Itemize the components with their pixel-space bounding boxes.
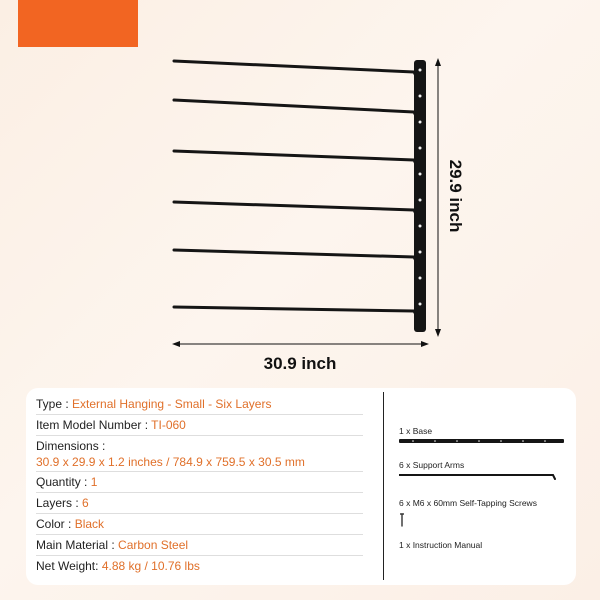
spec-value: Black: [74, 517, 105, 531]
width-label: 30.9 inch: [263, 354, 337, 373]
spec-label: Dimensions :: [36, 439, 106, 453]
spec-row-type: [36, 394, 363, 415]
content-label-manual: 1 x Instruction Manual: [399, 540, 483, 550]
spec-row-quantity: [36, 472, 363, 493]
support-arm: [174, 100, 418, 120]
height-label: 29.9 inch: [446, 159, 465, 233]
spec-value: External Hanging - Small - Six Layers: [72, 397, 272, 411]
spec-label: Item Model Number :: [36, 418, 152, 432]
package-contents: [399, 388, 569, 585]
base-rail-icon: [399, 439, 564, 443]
support-arm: [174, 151, 418, 168]
spec-row-weight: [36, 556, 363, 576]
content-label-screws: 6 x M6 x 60mm Self-Tapping Screws: [399, 498, 537, 508]
spec-row-layers: [36, 493, 363, 514]
spec-row-material: [36, 535, 363, 556]
spec-label: Net Weight:: [36, 559, 102, 573]
spec-value: 30.9 x 29.9 x 1.2 inches / 784.9 x 759.5 x 30.5 mm: [36, 455, 305, 469]
support-arm: [174, 307, 418, 318]
support-arm: [174, 202, 418, 218]
spec-label: Main Material :: [36, 538, 119, 552]
spec-label: Color :: [36, 517, 75, 531]
column-divider: [383, 392, 384, 580]
height-dimension-line: [435, 58, 441, 337]
spec-row-dimensions: [36, 436, 363, 472]
spec-value: 6: [82, 496, 89, 510]
content-label-arms: 6 x Support Arms: [399, 460, 465, 470]
spec-row-model: [36, 415, 363, 436]
spec-value: 4.88 kg / 10.76 lbs: [101, 559, 200, 573]
base-rail: [414, 60, 426, 332]
spec-value: TI-060: [151, 418, 186, 432]
support-arm: [174, 61, 418, 80]
support-arm: [174, 250, 418, 265]
spec-label: Type :: [36, 397, 73, 411]
spec-list: [36, 394, 363, 576]
support-arm-icon: [399, 475, 555, 479]
content-label-base: 1 x Base: [399, 426, 433, 436]
spec-label: Quantity :: [36, 475, 91, 489]
spec-row-color: [36, 514, 363, 535]
width-dimension-line: [172, 341, 429, 347]
contents-illustrations: [399, 388, 569, 585]
spec-label: Layers :: [36, 496, 83, 510]
screw-icon: [400, 514, 404, 526]
spec-card: [26, 388, 576, 585]
spec-value: 1: [90, 475, 98, 489]
spec-value: Carbon Steel: [118, 538, 189, 552]
support-arms: [174, 61, 418, 318]
